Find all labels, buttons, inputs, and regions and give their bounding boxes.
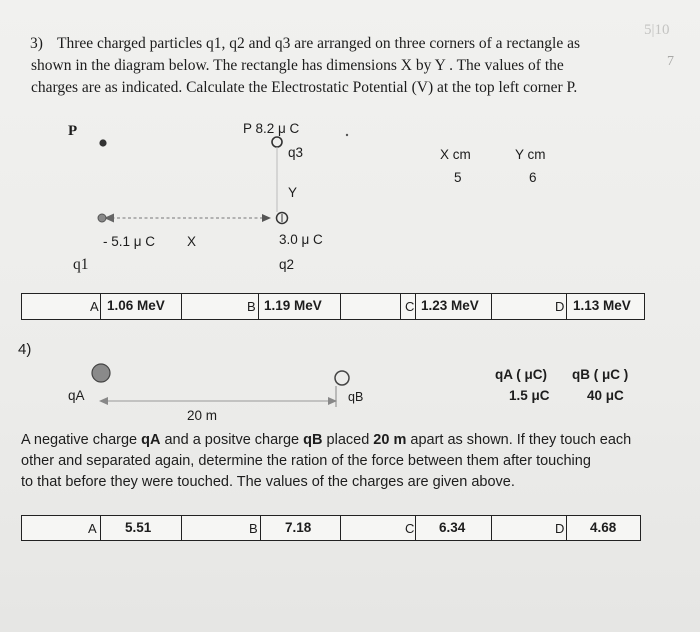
q3-option-d-letter[interactable]: D [555, 299, 565, 314]
q1-charge-marker [98, 214, 106, 222]
x-header: X cm [440, 147, 471, 162]
margin-mark-score: 5|10 [644, 22, 670, 38]
q3-option-c-letter[interactable]: C [405, 299, 415, 314]
divider [181, 294, 182, 319]
qa-charge-marker [92, 364, 110, 382]
q3-option-a-letter[interactable]: A [90, 299, 99, 314]
divider [181, 516, 182, 540]
q4-text: and a positve charge [160, 432, 304, 448]
divider [100, 294, 101, 319]
qa-header: qA ( μC) [495, 367, 547, 382]
q3-option-c-value[interactable]: 1.23 MeV [421, 298, 479, 313]
q4-text-distance: 20 m [373, 432, 407, 448]
q1-charge-value: - 5.1 μ C [103, 234, 156, 249]
divider [258, 294, 259, 319]
x-value: 5 [454, 170, 462, 185]
q4-option-b-value[interactable]: 7.18 [285, 520, 312, 535]
qb-value: 40 μC [587, 388, 624, 403]
qa-label: qA [68, 388, 85, 403]
divider [566, 516, 567, 540]
qb-charge-marker [335, 371, 349, 385]
divider [491, 294, 492, 319]
q4-paragraph-line-2: other and separated again, determine the ration of the force between them after touching [21, 453, 591, 469]
q4-option-c-value[interactable]: 6.34 [439, 520, 466, 535]
q4-option-a-letter[interactable]: A [88, 521, 97, 536]
q4-number: 4) [18, 341, 32, 358]
q3-option-b-letter[interactable]: B [247, 299, 256, 314]
divider [100, 516, 101, 540]
q2-arrow-head [262, 214, 271, 222]
q4-paragraph-line-1 [21, 430, 631, 450]
q4-options-row [21, 515, 641, 541]
divider [260, 516, 261, 540]
q4-text: A negative charge [21, 432, 142, 448]
q1-label: q1 [73, 256, 89, 273]
q4-text-qa: qA [141, 432, 161, 448]
y-header: Y cm [515, 147, 546, 162]
q4-text: placed [322, 432, 374, 448]
divider [566, 294, 567, 319]
y-dimension-label: Y [288, 185, 298, 200]
q3-label: q3 [288, 145, 304, 160]
y-value: 6 [529, 170, 537, 185]
small-dot [346, 134, 348, 136]
q3-diagram [0, 0, 700, 300]
q4-option-a-value[interactable]: 5.51 [125, 520, 152, 535]
divider [400, 294, 401, 319]
divider [340, 516, 341, 540]
q3-charge-marker [272, 137, 282, 147]
divider [491, 516, 492, 540]
q3-option-a-value[interactable]: 1.06 MeV [107, 298, 165, 313]
q2-label: q2 [279, 257, 295, 272]
qb-label: qB [348, 390, 364, 404]
divider [415, 294, 416, 319]
distance-label: 20 m [187, 408, 218, 423]
x-dimension-label: X [187, 234, 197, 249]
point-p-label: P [68, 123, 78, 139]
q2-charge-value: 3.0 μ C [279, 232, 323, 247]
q3-number: 3) [30, 35, 43, 52]
q4-text-qb: qB [303, 432, 323, 448]
qb-header: qB ( μC ) [572, 367, 629, 382]
margin-mark-side: 7 [667, 54, 674, 69]
q3-options-row [21, 293, 645, 320]
q4-text: apart as shown. If they touch each [406, 432, 632, 448]
divider [415, 516, 416, 540]
distance-arrow-left [99, 397, 108, 405]
q4-option-c-letter[interactable]: C [405, 521, 415, 536]
q4-option-b-letter[interactable]: B [249, 521, 258, 536]
q3-option-b-value[interactable]: 1.19 MeV [264, 298, 322, 313]
q3-text-line-3: charges are as indicated. Calculate the Electrostatic Potential (V) at the top left corner P. [31, 79, 578, 96]
q4-option-d-letter[interactable]: D [555, 521, 565, 536]
divider [340, 294, 341, 319]
p-charge-label: P 8.2 μ C [243, 121, 300, 136]
qa-value: 1.5 μC [509, 388, 550, 403]
q3-option-d-value[interactable]: 1.13 MeV [573, 298, 631, 313]
point-p-dot [99, 139, 106, 146]
q3-text-line-1: Three charged particles q1, q2 and q3 are arranged on three corners of a rectangle as [57, 35, 581, 52]
q3-text-line-2: shown in the diagram below. The rectangle has dimensions X by Y . The values of the [31, 57, 564, 74]
q4-paragraph-line-3: to that before they were touched. The values of the charges are given above. [21, 474, 515, 490]
q4-option-d-value[interactable]: 4.68 [590, 520, 617, 535]
